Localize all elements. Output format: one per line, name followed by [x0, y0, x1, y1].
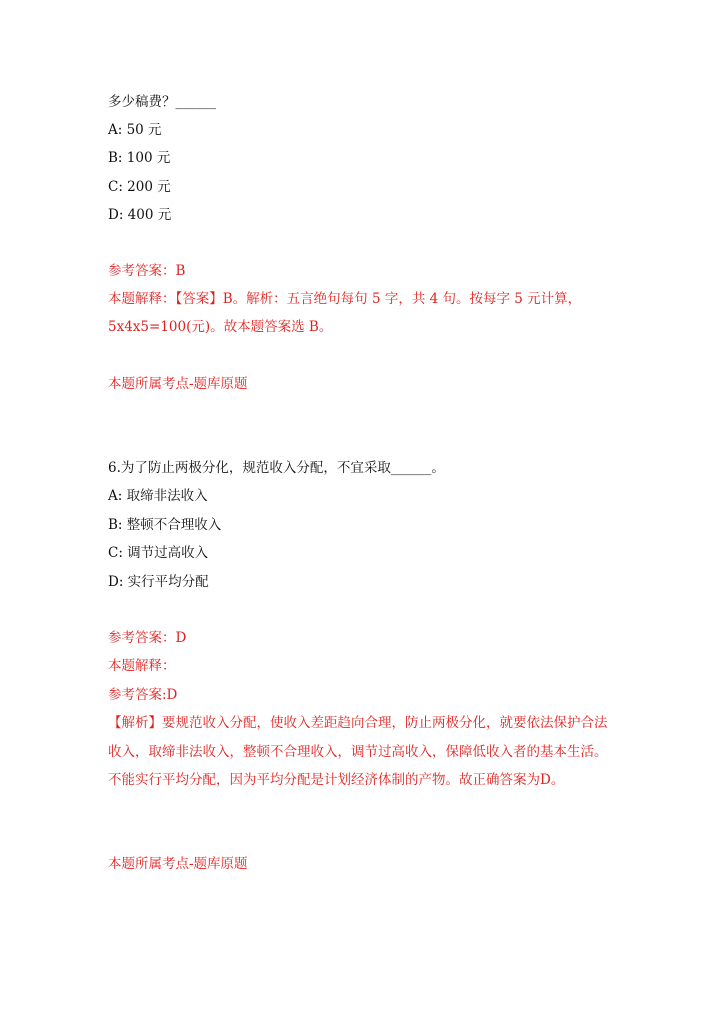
q6-option-a: A: 取缔非法收入: [108, 488, 208, 504]
q6-option-d: D: 实行平均分配: [108, 574, 209, 590]
q6-answer: 参考答案：D: [108, 630, 187, 646]
q5-option-a: A: 50 元: [108, 122, 162, 138]
q5-option-b: B: 100 元: [108, 150, 171, 166]
q5-explanation-line-2: 5x4x5=100(元)。故本题答案选 B。: [108, 319, 333, 335]
q5-stem: 多少稿费？______: [108, 94, 216, 110]
q5-category: 本题所属考点-题库原题: [108, 376, 248, 392]
q5-option-c: C: 200 元: [108, 179, 171, 195]
q6-explanation-label: 本题解释：: [108, 658, 176, 674]
q5-explanation-line-1: 本题解释：【答案】B。解析：五言绝句每句 5 字，共 4 句。按每字 5 元计算，: [108, 291, 582, 307]
q6-option-c: C: 调节过高收入: [108, 545, 209, 561]
q6-stem: 6.为了防止两极分化，规范收入分配，不宜采取______。: [108, 460, 445, 476]
q5-option-d: D: 400 元: [108, 207, 172, 223]
q6-answer-repeat: 参考答案:D: [108, 687, 178, 703]
q6-category: 本题所属考点-题库原题: [108, 856, 248, 872]
q5-answer: 参考答案：B: [108, 263, 186, 279]
q6-option-b: B: 整顿不合理收入: [108, 517, 222, 533]
q6-analysis: 【解析】要规范收入分配，使收入差距趋向合理，防止两极分化，就要依法保护合法收入，取缔非法收入，整顿不合理收入，调节过高收入，保障低收入者的基本生活。不能实行平均分配，因为平均分配是计划经济体制的产物。故正确答案为D。: [108, 715, 608, 788]
